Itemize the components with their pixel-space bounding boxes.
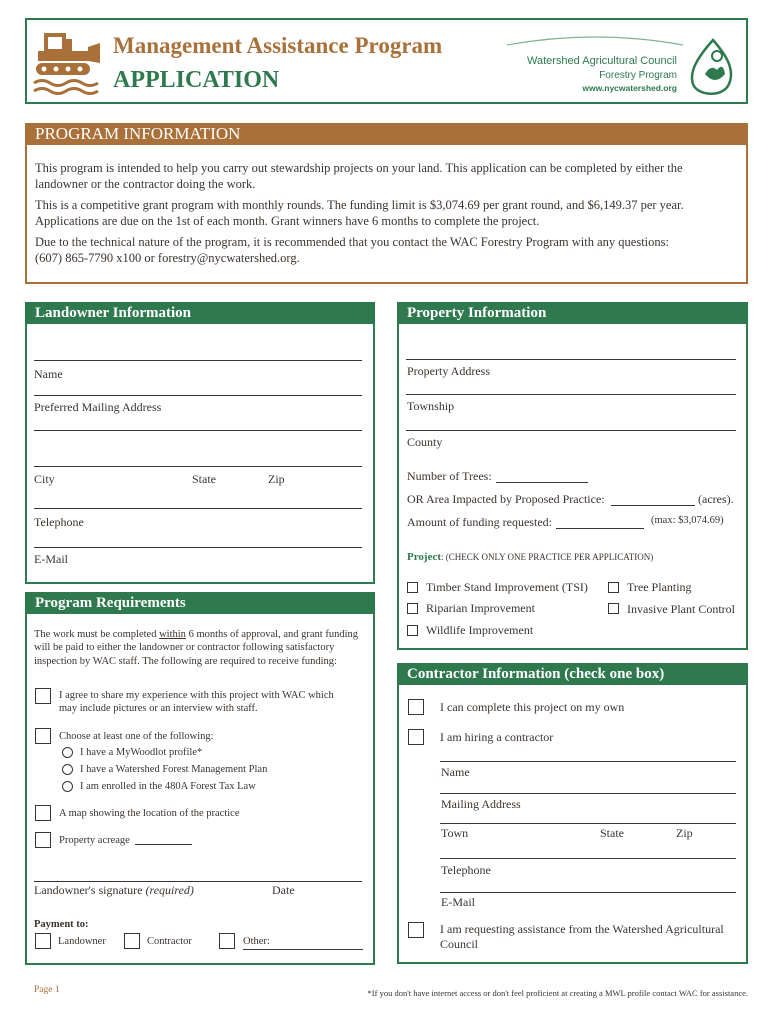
- 480a-radio[interactable]: [62, 781, 73, 792]
- form-subtitle: APPLICATION: [113, 67, 280, 93]
- contractor-zip-label: Zip: [676, 826, 693, 840]
- bulldozer-logo-icon: [32, 33, 102, 95]
- wac-assistance-line1: I am requesting assistance from the Watershed Agricultural: [440, 922, 724, 936]
- date-label: Date: [272, 883, 295, 897]
- contractor-telephone-label: Telephone: [441, 863, 491, 877]
- pay-contractor-checkbox[interactable]: [124, 933, 140, 949]
- footer-note: *If you don't have internet access or don't feel proficient at creating a MWL profile contact WAC for assistance.: [367, 988, 748, 998]
- state-label: State: [192, 472, 216, 486]
- management-plan-radio[interactable]: [62, 764, 73, 775]
- area-label: OR Area Impacted by Proposed Practice:: [407, 492, 605, 506]
- name-label: Name: [34, 367, 63, 381]
- form-title: Management Assistance Program: [113, 33, 443, 58]
- wildlife-checkbox[interactable]: [407, 625, 418, 636]
- riparian-label: Riparian Improvement: [426, 601, 535, 615]
- funding-max-note: (max: $3,074.69): [651, 515, 724, 526]
- mywoodlot-label: I have a MyWoodlot profile*: [80, 747, 203, 758]
- org-url: www.nycwatershed.org: [582, 83, 677, 93]
- telephone-field[interactable]: [34, 508, 362, 509]
- riparian-checkbox[interactable]: [407, 603, 418, 614]
- contractor-name-field[interactable]: [440, 761, 736, 762]
- invasive-checkbox[interactable]: [608, 603, 619, 614]
- city-label: City: [34, 472, 55, 486]
- landowner-heading: Landowner Information: [25, 302, 375, 324]
- property-address-label: Property Address: [407, 364, 490, 378]
- org-name: Watershed Agricultural Council: [527, 55, 677, 67]
- agree-line2: may include pictures or an interview with staff.: [59, 703, 258, 714]
- name-field[interactable]: [34, 360, 362, 361]
- requirements-intro-line3: inspection by WAC staff. The following are required to receive funding:: [34, 656, 337, 667]
- program-info-para3-line2: (607) 865-7790 x100 or forestry@nycwatershed.org.: [35, 251, 300, 265]
- hiring-checkbox[interactable]: [408, 729, 424, 745]
- email-field[interactable]: [34, 547, 362, 548]
- mailing-address-field[interactable]: [34, 395, 362, 396]
- agree-checkbox[interactable]: [35, 688, 51, 704]
- zip-label: Zip: [268, 472, 285, 486]
- funding-field[interactable]: [556, 528, 644, 529]
- trees-label: Number of Trees:: [407, 469, 492, 483]
- mailing-address-line2-field[interactable]: [34, 430, 362, 431]
- contractor-town-label: Town: [441, 826, 469, 840]
- wac-swoosh-graphic: [505, 35, 685, 57]
- program-info-para2-line2: Applications are due on the 1st of each month. Grant winners have 6 months to complete the project.: [35, 214, 540, 228]
- map-label: A map showing the location of the practice: [59, 808, 240, 819]
- requirements-heading: Program Requirements: [25, 592, 375, 614]
- signature-field[interactable]: [34, 881, 362, 882]
- contractor-telephone-field[interactable]: [440, 858, 736, 859]
- own-checkbox[interactable]: [408, 699, 424, 715]
- requirements-intro-line1: The work must be completed within 6 months of approval, and grant funding: [34, 629, 358, 640]
- program-info-para1-line1: This program is intended to help you carry out stewardship projects on your land. This application can be completed by either the: [35, 161, 683, 175]
- email-label: E-Mail: [34, 552, 68, 566]
- tree-planting-checkbox[interactable]: [608, 582, 619, 593]
- requirements-intro-line2: will be paid to either the landowner or contractor following satisfactory: [34, 642, 335, 653]
- funding-label: Amount of funding requested:: [407, 515, 552, 529]
- contractor-mailing-field[interactable]: [440, 793, 736, 794]
- wac-assistance-checkbox[interactable]: [408, 922, 424, 938]
- contractor-name-label: Name: [441, 765, 470, 779]
- pay-other-field[interactable]: [243, 949, 363, 950]
- trees-field[interactable]: [496, 482, 588, 483]
- org-program: Forestry Program: [599, 70, 677, 81]
- pay-other-label: Other:: [243, 936, 270, 947]
- contractor-heading: Contractor Information (check one box): [397, 663, 748, 685]
- pay-landowner-checkbox[interactable]: [35, 933, 51, 949]
- county-field[interactable]: [406, 430, 736, 431]
- pay-landowner-label: Landowner: [58, 936, 106, 947]
- acres-label: (acres).: [698, 492, 734, 506]
- contractor-email-field[interactable]: [440, 892, 736, 893]
- property-heading: Property Information: [397, 302, 748, 324]
- township-label: Township: [407, 399, 455, 413]
- acreage-field[interactable]: [135, 844, 192, 845]
- map-checkbox[interactable]: [35, 805, 51, 821]
- county-label: County: [407, 435, 443, 449]
- contractor-town-field[interactable]: [440, 823, 736, 824]
- choose-checkbox[interactable]: [35, 728, 51, 744]
- choose-label: Choose at least one of the following:: [59, 731, 214, 742]
- tsi-checkbox[interactable]: [407, 582, 418, 593]
- mailing-address-label: Preferred Mailing Address: [34, 400, 162, 414]
- wildlife-label: Wildlife Improvement: [426, 623, 534, 637]
- city-state-zip-field[interactable]: [34, 466, 362, 467]
- agree-line1: I agree to share my experience with this project with WAC which: [59, 690, 334, 701]
- page-number: Page 1: [34, 985, 60, 995]
- management-plan-label: I have a Watershed Forest Management Plan: [80, 764, 268, 775]
- acreage-label: Property acreage: [59, 835, 130, 846]
- wac-assistance-line2: Council: [440, 937, 478, 951]
- pay-contractor-label: Contractor: [147, 936, 192, 947]
- mywoodlot-radio[interactable]: [62, 747, 73, 758]
- hiring-label: I am hiring a contractor: [440, 730, 554, 744]
- contractor-email-label: E-Mail: [441, 895, 475, 909]
- own-label: I can complete this project on my own: [440, 700, 625, 714]
- contractor-state-label: State: [600, 826, 624, 840]
- area-field[interactable]: [611, 505, 695, 506]
- invasive-label: Invasive Plant Control: [627, 602, 735, 616]
- contractor-mailing-label: Mailing Address: [441, 797, 521, 811]
- pay-other-checkbox[interactable]: [219, 933, 235, 949]
- program-info-para1-line2: landowner or the contractor doing the work.: [35, 177, 256, 191]
- property-address-field[interactable]: [406, 359, 736, 360]
- program-info-heading: PROGRAM INFORMATION: [25, 123, 748, 145]
- payment-to-label: Payment to:: [34, 919, 89, 930]
- tree-planting-label: Tree Planting: [627, 580, 692, 594]
- telephone-label: Telephone: [34, 515, 84, 529]
- acreage-checkbox[interactable]: [35, 832, 51, 848]
- 480a-label: I am enrolled in the 480A Forest Tax Law: [80, 781, 256, 792]
- landowner-section: [25, 302, 375, 584]
- program-info-para2-line1: This is a competitive grant program with monthly rounds. The funding limit is $3,074.69 per grant round, and $6,149.37 per year.: [35, 198, 684, 212]
- program-info-para3-line1: Due to the technical nature of the program, it is recommended that you contact the WAC Forestry Program with any questions:: [35, 235, 669, 249]
- tsi-label: Timber Stand Improvement (TSI): [426, 580, 588, 594]
- township-field[interactable]: [406, 394, 736, 395]
- signature-label: Landowner's signature (required): [34, 883, 194, 897]
- wac-drop-logo-icon: [683, 38, 737, 100]
- project-label: Project: (CHECK ONLY ONE PRACTICE PER APPLICATION): [407, 551, 654, 563]
